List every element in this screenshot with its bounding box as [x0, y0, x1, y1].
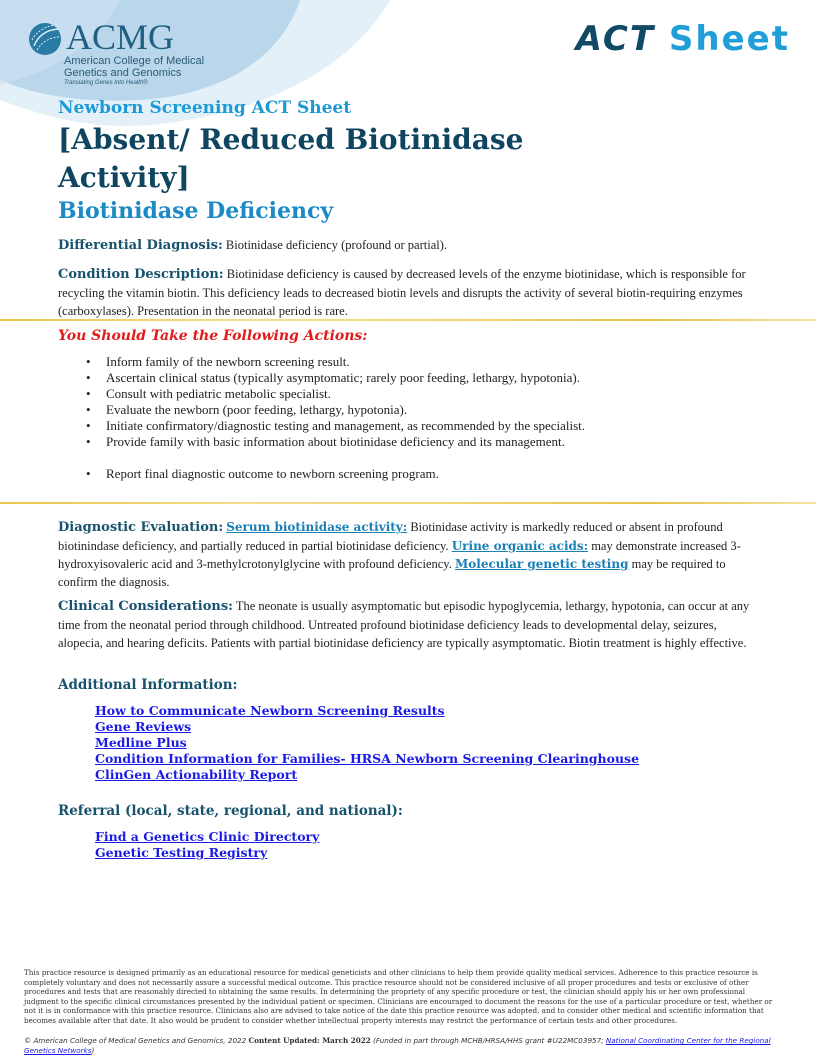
logo-tagline: Translating Genes Into Health® — [64, 80, 148, 86]
action-item: • Inform family of the newborn screening result. — [86, 354, 585, 370]
link-communicate-results[interactable]: How to Communicate Newborn Screening Results — [95, 703, 445, 718]
action-item: • Provide family with basic information about biotinidase deficiency and its management. — [86, 434, 585, 450]
logo-acronym: ACMG — [66, 17, 175, 57]
funding-text: (Funded in part through MCHB/HRSA/HHS grant #U22MC03957; — [373, 1036, 604, 1045]
differential-diagnosis-text: Biotinidase deficiency (profound or partial). — [222, 238, 448, 252]
footer-credits — [24, 1036, 784, 1055]
condition-description-text: Biotinidase deficiency is caused by decreased levels of the enzyme biotinidase, which is responsible for recycling the vitamin biotin. This deficiency leads to decreased biotin levels and disrupts the activity of several biotin-requiring enzymes (carboxylases). Presentation in the neonatal period is rare. — [58, 267, 746, 318]
condition-description — [58, 265, 763, 320]
divider-bottom — [0, 502, 816, 504]
document-type-label: Newborn Screening ACT Sheet — [58, 98, 352, 118]
action-item: • Evaluate the newborn (poor feeding, lethargy, hypotonia). — [86, 402, 585, 418]
molecular-genetic-testing-link[interactable]: Molecular genetic testing — [455, 557, 629, 571]
act-title-part2: Sheet — [668, 19, 790, 59]
diagnostic-text-2: may demonstrate increased 3-hydroxyisovaleric acid and 3-methylcrotonylglycine with profound deficiency. — [58, 539, 741, 571]
condition-subtitle: Biotinidase Deficiency — [58, 198, 334, 224]
clinical-considerations — [58, 597, 763, 652]
additional-information-links — [95, 703, 639, 783]
page-title: [Absent/ Reduced Biotinidase Activity] — [58, 123, 524, 194]
link-medline-plus[interactable]: Medline Plus — [95, 735, 187, 750]
act-title-part1: ACT — [575, 19, 656, 59]
content-updated: Content Updated: March 2022 — [248, 1036, 371, 1045]
diagnostic-text-1: Biotinidase activity is markedly reduced or absent in profound biotinindase deficiency, and partially reduced in partial biotinidase deficiency. — [58, 520, 723, 553]
link-genetics-clinic-directory[interactable]: Find a Genetics Clinic Directory — [95, 829, 320, 844]
action-item: • Consult with pediatric metabolic specialist. — [86, 386, 585, 402]
clinical-considerations-label: Clinical Considerations: — [58, 599, 233, 614]
acmg-logo — [28, 17, 205, 96]
diagnostic-text-3: may be required to confirm the diagnosis. — [58, 557, 726, 589]
funding-close: ) — [91, 1045, 95, 1055]
copyright-text: © American College of Medical Genetics and Genomics, 2022 — [24, 1036, 247, 1045]
referral-links — [95, 829, 319, 861]
serum-biotinidase-link[interactable]: Serum biotinidase activity: — [226, 520, 408, 534]
action-item: • Report final diagnostic outcome to newborn screening program. — [86, 466, 585, 482]
action-item: • Ascertain clinical status (typically asymptomatic; rarely poor feeding, lethargy, hypotonia). — [86, 370, 585, 386]
differential-diagnosis — [58, 236, 763, 255]
action-item: • Initiate confirmatory/diagnostic testing and management, as recommended by the specialist. — [86, 418, 585, 434]
diagnostic-evaluation-label: Diagnostic Evaluation: — [58, 520, 224, 535]
condition-description-label: Condition Description: — [58, 267, 224, 282]
link-gene-reviews[interactable]: Gene Reviews — [95, 719, 192, 734]
referral-heading: Referral (local, state, regional, and national): — [58, 803, 403, 819]
additional-information-heading: Additional Information: — [58, 677, 238, 693]
link-hrsa-clearinghouse[interactable]: Condition Information for Families- HRSA Newborn Screening Clearinghouse — [95, 751, 640, 766]
disclaimer-text: This practice resource is designed primarily as an educational resource for medical geneticists and other clinicians to help them provide quality medical services. Adherence to this practice resource is completely voluntary and does not necessarily assure a successful medical outcome. This practice resource should not be considered inclusive of all proper procedures and tests or exclusive of other procedures and tests that are reasonably directed to obtaining the same results. In determining the propriety of any specific procedure or test, the clinician should apply his or her own professional judgment to the specific clinical circumstances presented by the individual patient or specimen. Clinicians are encouraged to document the reasons for the use of a particular procedure or test, whether or not it is in conformance with this practice resource. Clinicians also are advised to take notice of the date this practice resource was adopted, and to consider other medical and scientific information that becomes available after that date. It also would be prudent to consider whether intellectual property interests may restrict the performance of certain tests and other procedures. — [24, 968, 773, 1025]
actions-heading: You Should Take the Following Actions: — [58, 328, 368, 344]
actions-list — [86, 354, 585, 482]
dna-globe-icon — [28, 22, 62, 56]
link-genetic-testing-registry[interactable]: Genetic Testing Registry — [95, 845, 268, 860]
logo-org-line-2: Genetics and Genomics — [64, 67, 182, 79]
nccrgn-link[interactable]: National Coordinating Center for the Regional Genetics Networks — [24, 1036, 771, 1055]
diagnostic-evaluation — [58, 518, 763, 591]
logo-org-line-1: American College of Medical — [64, 55, 205, 67]
urine-organic-acids-link[interactable]: Urine organic acids: — [451, 539, 589, 553]
act-sheet-title — [576, 17, 790, 61]
link-clingen-report[interactable]: ClinGen Actionability Report — [95, 767, 298, 782]
clinical-considerations-text: The neonate is usually asymptomatic but episodic hypoglycemia, lethargy, hypotonia, can occur at any time from the neonatal period through childhood. Untreated profound biotinidase deficiency leads to developmental delay, seizures, alopecia, and hearing deficits. Patients with partial biotinidase deficiency are typically asymptomatic. Biotin treatment is highly effective. — [58, 599, 750, 650]
differential-diagnosis-label: Differential Diagnosis: — [58, 238, 223, 253]
divider-top — [0, 319, 816, 321]
